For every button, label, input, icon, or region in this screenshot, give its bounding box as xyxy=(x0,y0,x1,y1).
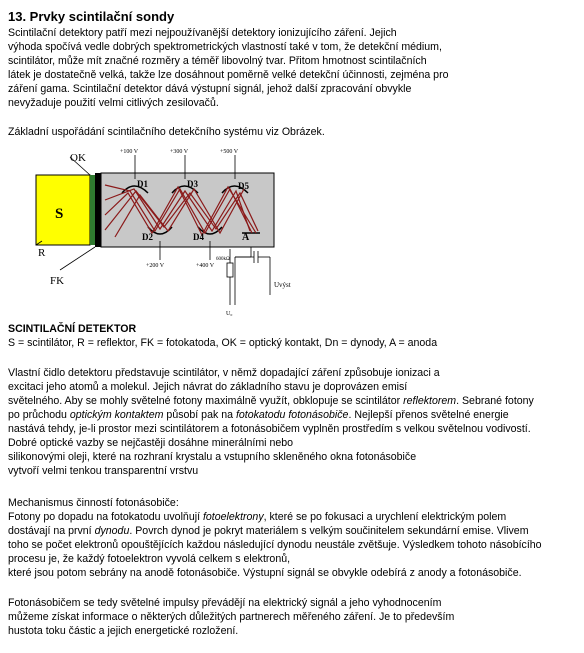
pointer-line xyxy=(60,247,95,270)
intro-line: záření gama. Scintilační detektor dává výstupní signál, jehož další zpracování obvykle xyxy=(8,83,412,95)
label-d3: D3 xyxy=(187,179,198,189)
para1-line xyxy=(8,408,509,422)
text-run: . Povrch dynod je pokryt materiálem s velkým součinitelem sekundární emise. Vlivem xyxy=(129,525,529,537)
section-heading: 13. Prvky scintilační sondy xyxy=(8,9,175,24)
intro-line: nevyžaduje použití velmi citlivých zesilovačů. xyxy=(8,97,219,109)
text-run: dostávají na první xyxy=(8,525,95,537)
scintillation-detector-diagram xyxy=(30,145,320,320)
text-run-italic: optickým kontaktem xyxy=(69,409,164,421)
para1-line xyxy=(8,394,534,408)
label-output: Uvýst xyxy=(274,281,291,289)
text-run-italic: reflektorem xyxy=(403,395,457,407)
legend-text: S = scintilátor, R = reflektor, FK = fotokatoda, OK = optický kontakt, Dn = dynody, A = anoda xyxy=(8,337,438,349)
resistor xyxy=(227,263,233,277)
text-run-italic: fotokatodu fotonásobiče xyxy=(235,409,349,421)
label-voltage: +300 V xyxy=(170,149,189,155)
label-d1: D1 xyxy=(137,179,148,189)
text-run-italic: dynodu xyxy=(94,525,130,537)
figure-reference: Základní uspořádání scintilačního detekčního systému viz Obrázek. xyxy=(8,126,325,138)
label-d5: D5 xyxy=(238,181,249,191)
label-d4: D4 xyxy=(193,232,204,242)
para2-line: které jsou potom sebrány na anodě fotonásobiče. Výstupní signál se obvykle odebírá z anody a fotonásobiče. xyxy=(8,567,522,579)
para1-line: Dobré optické vazby se nejčastěji dosáhne minerálními nebo xyxy=(8,437,294,449)
label-r: R xyxy=(38,247,46,259)
label-fk: FK xyxy=(50,275,65,287)
para1-line: nastává tehdy, je-li prostor mezi scintilátorem a fotonásobičem vyplněn prostředím s velkou světelnou vodivostí. xyxy=(8,423,531,435)
label-a: A xyxy=(242,232,250,243)
text-run: . Nejlepší přenos světelné energie xyxy=(348,409,509,421)
para2-line: Mechanismus činností fotonásobiče: xyxy=(8,497,179,509)
para1-line: Vlastní čidlo detektoru představuje scintilátor, v němž dopadající záření způsobuje ionizaci a xyxy=(8,367,440,379)
para3-line: hustota toku částic a jejich energetické rozložení. xyxy=(8,625,239,637)
para2-line: toho se počet elektronů opouštějících každou následující dynodu neustále zvětšuje. Výsledkem tohoto násobícího xyxy=(8,539,542,551)
label-voltage: +200 V xyxy=(146,263,165,269)
para3-line: můžeme získat informace o některých důležitých partnerech měřeného záření. Je to především xyxy=(8,611,455,623)
text-run: světelného. Aby se mohly světelné fotony maximálně využít, obklopuje se scintilátor xyxy=(8,395,404,407)
text-run: . Sebrané fotony xyxy=(456,395,534,407)
text-run: působí pak na xyxy=(163,409,236,421)
label-ok: OK xyxy=(70,152,86,164)
text-run: po průchodu xyxy=(8,409,70,421)
optical-contact-strip xyxy=(90,175,95,245)
label-voltage: +400 V xyxy=(196,263,215,269)
intro-line: látek je dostatečně velká, takže lze dosáhnout poměrně velké detekční účinnosti, zejména pro xyxy=(8,69,449,81)
text-run: , které se po fokusaci a urychlení elektrickým polem xyxy=(263,511,507,523)
label-voltage: +500 V xyxy=(220,149,239,155)
label-d2: D2 xyxy=(142,232,153,242)
para1-line: excitaci jeho atomů a molekul. Jejich návrat do základního stavu je doprovázen emisí xyxy=(8,381,408,393)
label-s: S xyxy=(55,206,64,222)
label-ground: U₀ xyxy=(226,311,233,317)
intro-line: Scintilační detektory patří mezi nejpoužívanější detektory ionizujícího záření. Jejich xyxy=(8,27,397,39)
para3-line: Fotonásobičem se tedy světelné impulsy převádějí na elektrický signál a jeho vyhodnocením xyxy=(8,597,442,609)
intro-line: výhoda spočívá vedle dobrých spektrometrických vlastností také v tom, že detekční médium, xyxy=(8,41,442,53)
text-run-italic: fotoelektrony xyxy=(202,511,264,523)
para2-line: procesu je, že každý fotoelektron vyvolá celkem s elektronů, xyxy=(8,553,291,565)
label-resistor: 600kΩ xyxy=(216,257,230,262)
legend-title: SCINTILAČNÍ DETEKTOR xyxy=(8,323,137,335)
photocathode xyxy=(95,173,101,247)
para2-line xyxy=(8,524,529,538)
text-run: Fotony po dopadu na fotokatodu uvolňují xyxy=(8,511,203,523)
label-voltage: +100 V xyxy=(120,149,139,155)
para2-line xyxy=(8,510,506,524)
para1-line: silikonovými oleji, které na rozhraní krystalu a vstupního skleněného okna fotonásobiče xyxy=(8,451,417,463)
para1-line: vytvoří velmi tenkou transparentní vrstvu xyxy=(8,465,199,477)
intro-line: scintilátor, může mít značné rozměry a téměř libovolný tvar. Přitom hmotnost scintilačních xyxy=(8,55,427,67)
